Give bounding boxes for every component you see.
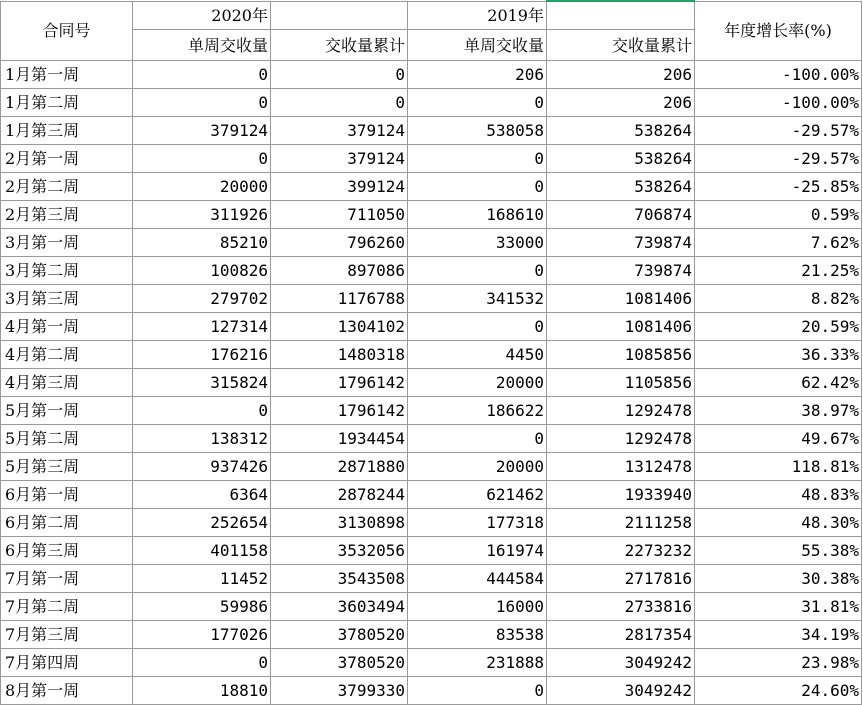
table-row — [1, 117, 862, 145]
weekly-2020-cell[interactable]: 252654 — [133, 509, 271, 537]
weekly-2020-cell[interactable]: 0 — [133, 649, 271, 677]
cumulative-2019-cell[interactable]: 1292478 — [547, 397, 695, 425]
weekly-2020-cell[interactable]: 127314 — [133, 313, 271, 341]
week-label-cell[interactable]: 1月第三周 — [1, 117, 133, 145]
cumulative-2019-cell[interactable]: 2273232 — [547, 537, 695, 565]
table-row — [1, 257, 862, 285]
cumulative-2019-cell[interactable]: 1292478 — [547, 425, 695, 453]
week-label-cell[interactable]: 7月第二周 — [1, 593, 133, 621]
cumulative-2019-cell[interactable]: 3049242 — [547, 649, 695, 677]
week-label-cell[interactable]: 2月第三周 — [1, 201, 133, 229]
table-row — [1, 649, 862, 677]
growth-rate-cell[interactable]: 55.38% — [695, 537, 862, 565]
table-row — [1, 425, 862, 453]
weekly-2019-cell[interactable]: 186622 — [408, 397, 547, 425]
cumulative-2020-cell[interactable]: 2871880 — [271, 453, 408, 481]
table-body — [1, 61, 862, 705]
weekly-2019-cell[interactable]: 341532 — [408, 285, 547, 313]
weekly-2019-cell[interactable]: 231888 — [408, 649, 547, 677]
cumulative-2020-cell[interactable]: 1480318 — [271, 341, 408, 369]
growth-rate-cell[interactable]: 62.42% — [695, 369, 862, 397]
table-row — [1, 537, 862, 565]
weekly-2019-cell[interactable]: 621462 — [408, 481, 547, 509]
weekly-2019-cell[interactable]: 0 — [408, 313, 547, 341]
weekly-2020-cell[interactable]: 176216 — [133, 341, 271, 369]
weekly-2020-cell[interactable]: 20000 — [133, 173, 271, 201]
week-label-cell[interactable]: 4月第一周 — [1, 313, 133, 341]
week-label-cell[interactable]: 5月第一周 — [1, 397, 133, 425]
week-label-cell[interactable]: 7月第四周 — [1, 649, 133, 677]
cumulative-2019-cell[interactable]: 2817354 — [547, 621, 695, 649]
week-label-cell[interactable]: 4月第三周 — [1, 369, 133, 397]
week-label-cell[interactable]: 7月第三周 — [1, 621, 133, 649]
header-row-1 — [1, 1, 862, 30]
cumulative-2019-cell[interactable]: 538264 — [547, 145, 695, 173]
cumulative-2020-cell[interactable]: 3543508 — [271, 565, 408, 593]
cumulative-2019-cell[interactable]: 706874 — [547, 201, 695, 229]
cumulative-2020-cell[interactable]: 3532056 — [271, 537, 408, 565]
weekly-2020-cell[interactable]: 18810 — [133, 677, 271, 705]
growth-rate-cell[interactable]: -100.00% — [695, 61, 862, 89]
growth-rate-cell[interactable]: 38.97% — [695, 397, 862, 425]
cumulative-2020-cell[interactable]: 3799330 — [271, 677, 408, 705]
cumulative-2020-cell[interactable]: 711050 — [271, 201, 408, 229]
cumulative-2019-cell[interactable]: 538264 — [547, 173, 695, 201]
week-label-cell[interactable]: 1月第二周 — [1, 89, 133, 117]
weekly-2019-cell[interactable]: 0 — [408, 425, 547, 453]
weekly-2020-cell[interactable]: 401158 — [133, 537, 271, 565]
weekly-2019-cell[interactable]: 33000 — [408, 229, 547, 257]
growth-rate-cell[interactable]: 48.30% — [695, 509, 862, 537]
week-label-cell[interactable]: 6月第二周 — [1, 509, 133, 537]
week-label-cell[interactable]: 4月第二周 — [1, 341, 133, 369]
growth-rate-cell[interactable]: 118.81% — [695, 453, 862, 481]
cumulative-2020-cell[interactable]: 379124 — [271, 117, 408, 145]
cumulative-2020-cell[interactable]: 1796142 — [271, 397, 408, 425]
weekly-2019-cell[interactable]: 4450 — [408, 341, 547, 369]
weekly-2020-cell[interactable]: 0 — [133, 89, 271, 117]
cumulative-2020-cell[interactable]: 796260 — [271, 229, 408, 257]
growth-rate-cell[interactable]: 30.38% — [695, 565, 862, 593]
cumulative-2020-cell[interactable]: 1796142 — [271, 369, 408, 397]
cumulative-2019-cell[interactable]: 206 — [547, 89, 695, 117]
table-row — [1, 285, 862, 313]
weekly-2020-cell[interactable]: 6364 — [133, 481, 271, 509]
weekly-2020-cell[interactable]: 0 — [133, 145, 271, 173]
cumulative-2020-cell[interactable]: 897086 — [271, 257, 408, 285]
table-row — [1, 593, 862, 621]
growth-rate-cell[interactable]: 8.82% — [695, 285, 862, 313]
table-row — [1, 61, 862, 89]
cumulative-2019-cell[interactable]: 2111258 — [547, 509, 695, 537]
week-label-cell[interactable]: 6月第一周 — [1, 481, 133, 509]
cumulative-2019-cell[interactable]: 206 — [547, 61, 695, 89]
growth-rate-cell[interactable]: 48.83% — [695, 481, 862, 509]
weekly-2020-cell[interactable]: 177026 — [133, 621, 271, 649]
weekly-2019-cell[interactable]: 0 — [408, 257, 547, 285]
header-empty-cell-2020[interactable] — [271, 1, 408, 30]
weekly-2019-cell[interactable]: 20000 — [408, 453, 547, 481]
weekly-2019-cell[interactable]: 0 — [408, 173, 547, 201]
weekly-2020-cell[interactable]: 379124 — [133, 117, 271, 145]
table-row — [1, 397, 862, 425]
table-row — [1, 481, 862, 509]
weekly-2020-cell[interactable]: 311926 — [133, 201, 271, 229]
week-label-cell[interactable]: 5月第二周 — [1, 425, 133, 453]
cumulative-2019-cell[interactable]: 739874 — [547, 229, 695, 257]
weekly-2019-cell[interactable]: 161974 — [408, 537, 547, 565]
header-growth-rate[interactable]: 年度增长率(%) — [695, 1, 862, 61]
weekly-2020-cell[interactable]: 100826 — [133, 257, 271, 285]
growth-rate-cell[interactable]: -29.57% — [695, 117, 862, 145]
weekly-2019-cell[interactable]: 16000 — [408, 593, 547, 621]
growth-rate-cell[interactable]: 20.59% — [695, 313, 862, 341]
cumulative-2019-cell[interactable]: 1933940 — [547, 481, 695, 509]
weekly-2019-cell[interactable]: 538058 — [408, 117, 547, 145]
cumulative-2019-cell[interactable]: 2717816 — [547, 565, 695, 593]
growth-rate-cell[interactable]: 49.67% — [695, 425, 862, 453]
week-label-cell[interactable]: 7月第一周 — [1, 565, 133, 593]
cumulative-2020-cell[interactable]: 379124 — [271, 145, 408, 173]
cumulative-2019-cell[interactable]: 1081406 — [547, 313, 695, 341]
header-year-2020[interactable]: 2020年 — [133, 1, 271, 30]
growth-rate-cell[interactable]: 23.98% — [695, 649, 862, 677]
table-row — [1, 369, 862, 397]
cumulative-2019-cell[interactable]: 1312478 — [547, 453, 695, 481]
weekly-2019-cell[interactable]: 206 — [408, 61, 547, 89]
header-contract-no[interactable]: 合同号 — [1, 1, 133, 61]
cumulative-2019-cell[interactable]: 739874 — [547, 257, 695, 285]
weekly-2019-cell[interactable]: 83538 — [408, 621, 547, 649]
header-cumulative-2020[interactable]: 交收量累计 — [271, 30, 408, 61]
weekly-2019-cell[interactable]: 0 — [408, 145, 547, 173]
cumulative-2019-cell[interactable]: 1085856 — [547, 341, 695, 369]
table-row — [1, 201, 862, 229]
table-row — [1, 509, 862, 537]
cumulative-2019-cell[interactable]: 538264 — [547, 117, 695, 145]
weekly-2020-cell[interactable]: 279702 — [133, 285, 271, 313]
weekly-2020-cell[interactable]: 11452 — [133, 565, 271, 593]
header-year-2019[interactable]: 2019年 — [408, 1, 547, 30]
week-label-cell[interactable]: 2月第二周 — [1, 173, 133, 201]
cumulative-2019-cell[interactable]: 2733816 — [547, 593, 695, 621]
table-row — [1, 173, 862, 201]
growth-rate-cell[interactable]: 7.62% — [695, 229, 862, 257]
growth-rate-cell[interactable]: -25.85% — [695, 173, 862, 201]
weekly-2020-cell[interactable]: 0 — [133, 397, 271, 425]
weekly-2020-cell[interactable]: 138312 — [133, 425, 271, 453]
weekly-2020-cell[interactable]: 937426 — [133, 453, 271, 481]
cumulative-2020-cell[interactable]: 399124 — [271, 173, 408, 201]
cumulative-2020-cell[interactable]: 3780520 — [271, 621, 408, 649]
weekly-2020-cell[interactable]: 85210 — [133, 229, 271, 257]
week-label-cell[interactable]: 3月第二周 — [1, 257, 133, 285]
table-row — [1, 621, 862, 649]
table-row — [1, 677, 862, 705]
weekly-2020-cell[interactable]: 315824 — [133, 369, 271, 397]
growth-rate-cell[interactable]: 21.25% — [695, 257, 862, 285]
weekly-2019-cell[interactable]: 177318 — [408, 509, 547, 537]
table-row — [1, 229, 862, 257]
weekly-2019-cell[interactable]: 20000 — [408, 369, 547, 397]
growth-rate-cell[interactable]: -100.00% — [695, 89, 862, 117]
growth-rate-cell[interactable]: 24.60% — [695, 677, 862, 705]
header-cumulative-2019[interactable]: 交收量累计 — [547, 30, 695, 61]
week-label-cell[interactable]: 5月第三周 — [1, 453, 133, 481]
weekly-2019-cell[interactable]: 444584 — [408, 565, 547, 593]
cumulative-2020-cell[interactable]: 3780520 — [271, 649, 408, 677]
cumulative-2020-cell[interactable]: 1176788 — [271, 285, 408, 313]
week-label-cell[interactable]: 6月第三周 — [1, 537, 133, 565]
cumulative-2020-cell[interactable]: 0 — [271, 89, 408, 117]
cumulative-2019-cell[interactable]: 3049242 — [547, 677, 695, 705]
cumulative-2020-cell[interactable]: 3130898 — [271, 509, 408, 537]
weekly-2019-cell[interactable]: 168610 — [408, 201, 547, 229]
header-empty-cell-2019[interactable] — [547, 1, 695, 30]
week-label-cell[interactable]: 2月第一周 — [1, 145, 133, 173]
week-label-cell[interactable]: 1月第一周 — [1, 61, 133, 89]
growth-rate-cell[interactable]: 34.19% — [695, 621, 862, 649]
table-row — [1, 341, 862, 369]
cumulative-2019-cell[interactable]: 1105856 — [547, 369, 695, 397]
weekly-2019-cell[interactable]: 0 — [408, 89, 547, 117]
cumulative-2020-cell[interactable]: 0 — [271, 61, 408, 89]
cumulative-2020-cell[interactable]: 2878244 — [271, 481, 408, 509]
weekly-2020-cell[interactable]: 0 — [133, 61, 271, 89]
table-row — [1, 145, 862, 173]
header-weekly-2020[interactable]: 单周交收量 — [133, 30, 271, 61]
table-row — [1, 453, 862, 481]
table-row — [1, 565, 862, 593]
cumulative-2019-cell[interactable]: 1081406 — [547, 285, 695, 313]
weekly-2020-cell[interactable]: 59986 — [133, 593, 271, 621]
growth-rate-cell[interactable]: 31.81% — [695, 593, 862, 621]
table-row — [1, 313, 862, 341]
cumulative-2020-cell[interactable]: 1304102 — [271, 313, 408, 341]
week-label-cell[interactable]: 3月第三周 — [1, 285, 133, 313]
weekly-2019-cell[interactable]: 0 — [408, 677, 547, 705]
week-label-cell[interactable]: 8月第一周 — [1, 677, 133, 705]
cumulative-2020-cell[interactable]: 1934454 — [271, 425, 408, 453]
cumulative-2020-cell[interactable]: 3603494 — [271, 593, 408, 621]
week-label-cell[interactable]: 3月第一周 — [1, 229, 133, 257]
growth-rate-cell[interactable]: -29.57% — [695, 145, 862, 173]
table-row — [1, 89, 862, 117]
growth-rate-cell[interactable]: 36.33% — [695, 341, 862, 369]
growth-rate-cell[interactable]: 0.59% — [695, 201, 862, 229]
header-weekly-2019[interactable]: 单周交收量 — [408, 30, 547, 61]
